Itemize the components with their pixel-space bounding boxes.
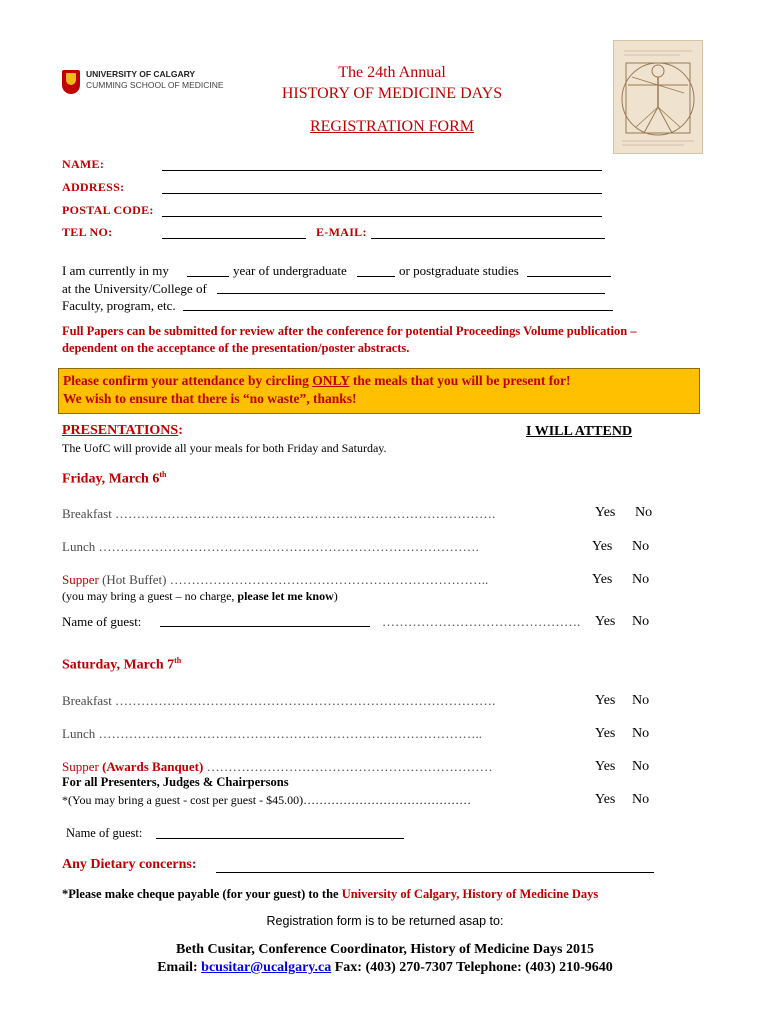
name-label: NAME: [62,157,105,171]
saturday-lunch-no[interactable]: No [632,726,650,741]
saturday-guest-yes[interactable]: Yes [595,792,616,807]
study-line1-a: I am currently in my [62,263,169,278]
banner-only: ONLY [312,373,350,388]
form-title: REGISTRATION FORM [309,118,474,135]
university-shield-logo-icon [62,70,80,94]
email-link[interactable]: bcusitar@ucalgary.ca [201,960,332,975]
saturday-breakfast-label: Breakfast ……………………………………………………………………………. [62,693,496,708]
friday-lunch-label: Lunch ……………………………………………………………………………. [62,539,479,554]
address-label: ADDRESS: [62,180,125,194]
saturday-supper-label [62,759,493,775]
friday-breakfast-no[interactable]: No [635,505,653,520]
email-field[interactable] [371,238,605,239]
study-line1-c: or postgraduate studies [399,263,519,278]
friday-guest-dots: ………………………………………. [382,614,581,629]
friday-heading [62,470,166,488]
friday-guest-no[interactable]: No [632,614,650,629]
undergrad-field[interactable] [357,276,395,277]
saturday-supper-banquet: (Awards Banquet) [102,759,204,774]
postgrad-field[interactable] [527,276,611,277]
saturday-guest-no[interactable]: No [632,792,650,807]
cheque-note [62,887,598,902]
header-line2: HISTORY OF MEDICINE DAYS [281,85,503,102]
address-field[interactable] [162,193,602,194]
friday-guest-note-a: (you may bring a guest – no charge, [62,589,238,603]
i-will-attend-heading: I WILL ATTEND [526,424,633,439]
logo-line1: UNIVERSITY OF CALGARY [86,69,196,79]
faculty-field[interactable] [183,310,613,311]
return-note: Registration form is to be returned asap to: [266,914,504,928]
friday-sup: th [159,470,167,479]
presentations-heading-text: PRESENTATIONS [62,423,179,438]
dietary-field[interactable] [216,872,654,873]
study-line3: Faculty, program, etc. [62,298,176,313]
saturday-breakfast-no[interactable]: No [632,693,650,708]
friday-lunch-yes[interactable]: Yes [592,539,613,554]
saturday-lunch-yes[interactable]: Yes [595,726,616,741]
name-field[interactable] [162,170,602,171]
saturday-guest-name-label: Name of guest: [66,826,143,840]
friday-heading-text: Friday, March 6 [62,471,160,487]
study-line2: at the University/College of [62,281,207,296]
banner-line1-b: the meals that you will be present for! [349,373,571,388]
contact-line1: Beth Cusitar, Conference Coordinator, History of Medicine Days 2015 [176,942,594,957]
friday-guest-name-label: Name of guest: [62,614,142,629]
friday-breakfast-label: Breakfast ……………………………………………………………………………. [62,506,496,521]
postal-code-label: POSTAL CODE: [62,203,154,217]
saturday-presenters-note: For all Presenters, Judges & Chairpersons [62,775,289,789]
papers-note-line2: dependent on the acceptance of the presentation/poster abstracts. [62,341,410,355]
friday-supper-rest: (Hot Buffet) ……………………………………………………………….. [98,572,489,587]
friday-lunch-no[interactable]: No [632,539,650,554]
banner-line2: We wish to ensure that there is “no waste”, thanks! [63,391,357,406]
saturday-supper-dots: ………………………………………………………… [203,759,493,774]
saturday-supper-word: Supper [62,759,103,774]
attendance-banner [58,368,700,414]
saturday-heading-text: Saturday, March 7 [62,657,175,673]
friday-guest-note-c: ) [333,589,338,603]
friday-guest-note-b: please let me know [237,589,334,603]
banner-line1 [63,373,570,389]
email-label: E-MAIL: [316,225,367,239]
friday-supper-label [62,572,488,588]
friday-guest-yes[interactable]: Yes [595,614,616,629]
friday-supper-word: Supper [62,572,99,587]
cheque-note-b: University of Calgary, History of Medicine Days [341,887,599,901]
saturday-supper-no[interactable]: No [632,759,650,774]
saturday-heading [62,656,181,674]
header-line1: The 24th Annual [338,64,446,81]
presentations-colon: : [178,423,183,438]
saturday-breakfast-yes[interactable]: Yes [595,693,616,708]
friday-supper-no[interactable]: No [632,572,650,587]
presentations-note: The UofC will provide all your meals for both Friday and Saturday. [62,441,387,455]
year-field[interactable] [187,276,229,277]
university-field[interactable] [217,293,605,294]
cheque-note-a: *Please make cheque payable (for your guest) to the [62,887,342,901]
friday-guest-name-field[interactable] [160,626,370,627]
friday-breakfast-yes[interactable]: Yes [595,505,616,520]
saturday-guest-cost: *(You may bring a guest - cost per guest - $45.00)…………………………………… [62,793,472,807]
presentations-heading [62,423,183,439]
email-label-text: Email: [157,960,202,975]
papers-note-line1: Full Papers can be submitted for review after the conference for potential Proceedings Volume publication – [62,324,637,338]
tel-label: TEL NO: [62,225,113,239]
contact-line2 [0,960,770,976]
saturday-lunch-label: Lunch …………………………………………………………………………….. [62,726,482,741]
banner-line1-a: Please confirm your attendance by circling [63,373,313,388]
logo-line2: CUMMING SCHOOL OF MEDICINE [86,80,224,90]
study-line1-b: year of undergraduate [233,263,347,278]
saturday-sup: th [174,656,182,665]
saturday-guest-name-field[interactable] [156,838,404,839]
friday-guest-note [62,589,338,604]
tel-field[interactable] [162,238,306,239]
dietary-label: Any Dietary concerns: [62,857,197,872]
saturday-supper-yes[interactable]: Yes [595,759,616,774]
postal-code-field[interactable] [162,216,602,217]
contact-phone-fax: Fax: (403) 270-7307 Telephone: (403) 210-9640 [331,960,613,975]
vitruvian-man-image-icon [613,40,703,154]
friday-supper-yes[interactable]: Yes [592,572,613,587]
